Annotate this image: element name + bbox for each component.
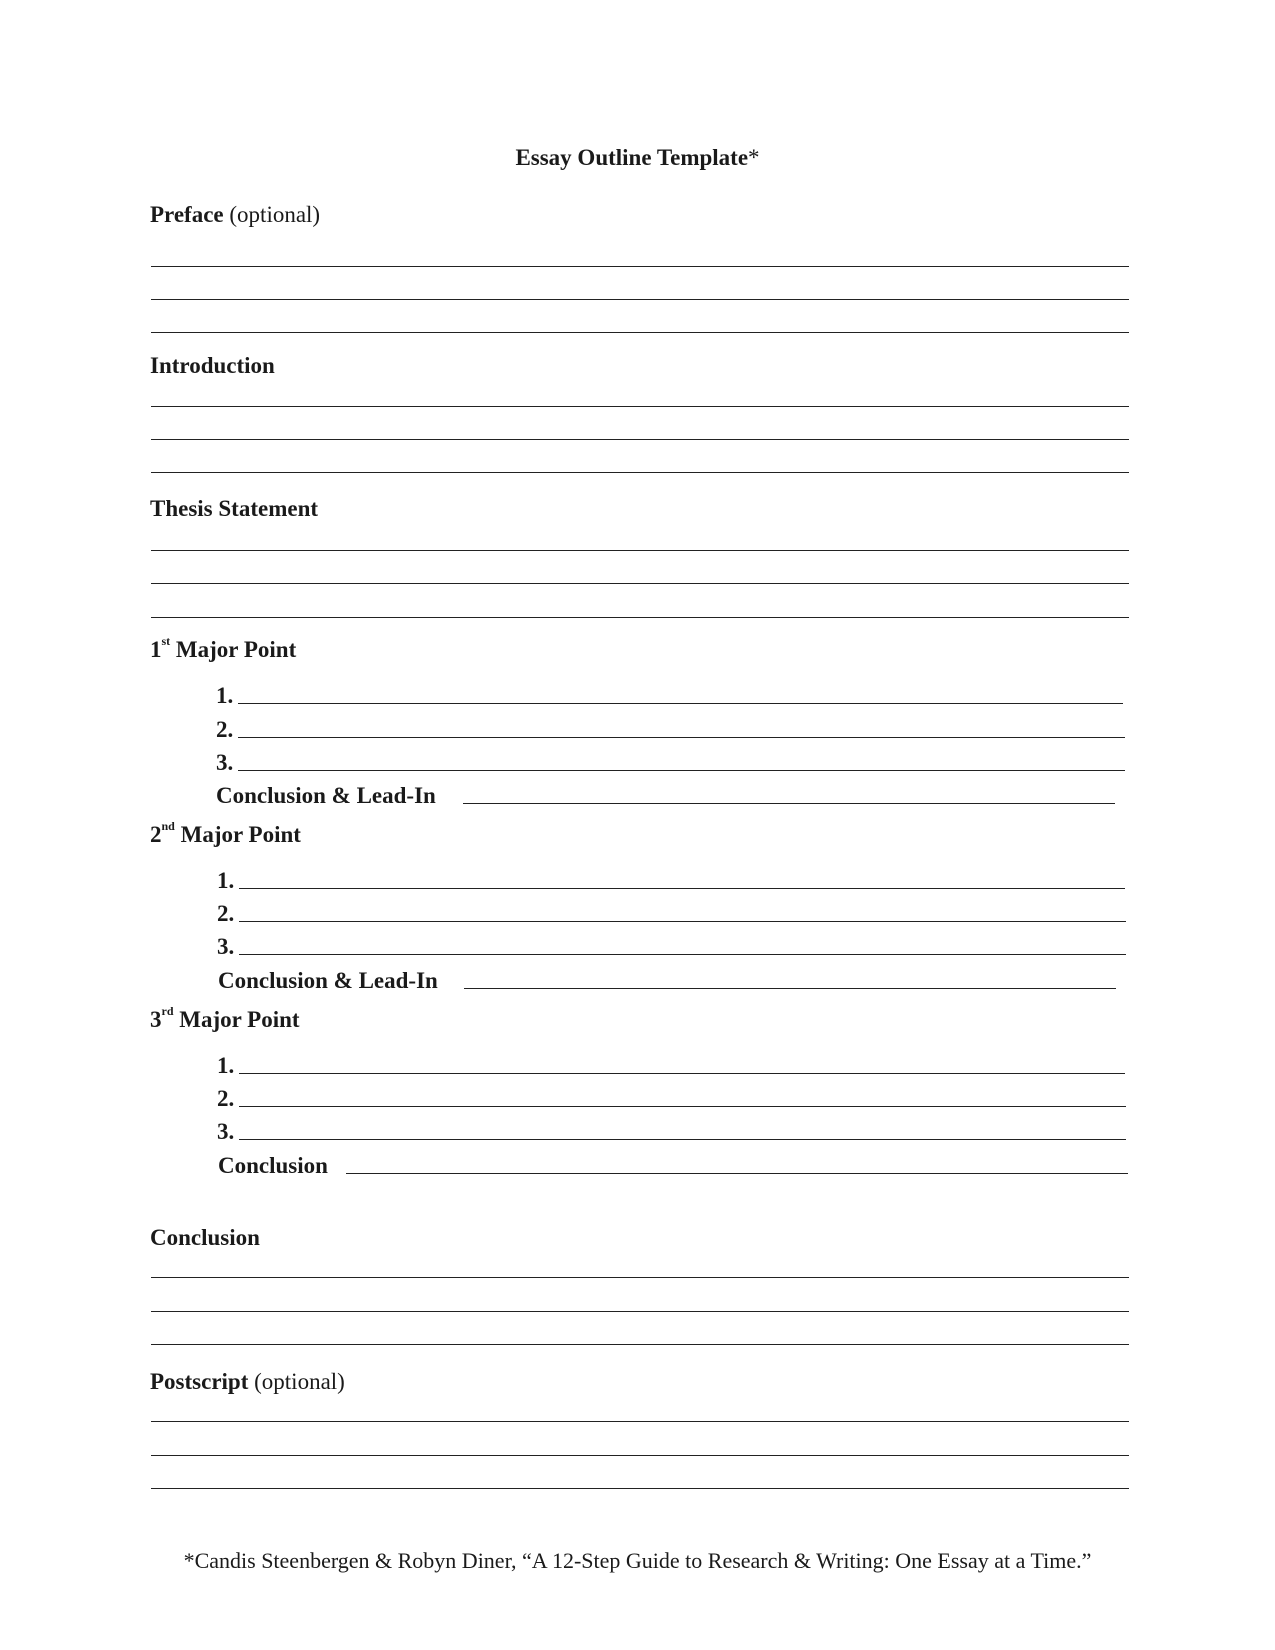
- point-1-lead-in-line[interactable]: [463, 803, 1115, 804]
- conclusion-line-1[interactable]: [151, 1277, 1129, 1278]
- thesis-line-2[interactable]: [151, 583, 1129, 584]
- point-2-item-3-label: 3.: [217, 934, 235, 959]
- point-3-conclusion-line[interactable]: [346, 1173, 1128, 1174]
- point-1-item-2-label: 2.: [216, 717, 234, 742]
- thesis-line-3[interactable]: [151, 617, 1129, 618]
- citation-footnote: *Candis Steenbergen & Robyn Diner, “A 12-Step Guide to Research & Writing: One Essay at a Time.”: [183, 1548, 1092, 1573]
- point-3-item-1-label: 1.: [217, 1053, 235, 1078]
- point-3-item-1-line[interactable]: [239, 1073, 1125, 1074]
- introduction-line-2[interactable]: [151, 439, 1129, 440]
- conclusion-line-2[interactable]: [151, 1311, 1129, 1312]
- introduction-heading: Introduction: [150, 353, 275, 378]
- major-point-2-heading: 2nd Major Point: [150, 819, 301, 847]
- preface-line-3[interactable]: [151, 332, 1129, 333]
- preface-line-1[interactable]: [151, 266, 1129, 267]
- point-1-item-1-line[interactable]: [238, 703, 1123, 704]
- postscript-line-2[interactable]: [151, 1455, 1129, 1456]
- point-3-item-2-line[interactable]: [239, 1106, 1126, 1107]
- point-1-item-1-label: 1.: [216, 683, 234, 708]
- introduction-line-1[interactable]: [151, 406, 1129, 407]
- conclusion-line-3[interactable]: [151, 1344, 1129, 1345]
- introduction-line-3[interactable]: [151, 472, 1129, 473]
- point-2-item-1-line[interactable]: [239, 888, 1125, 889]
- point-2-item-2-line[interactable]: [239, 921, 1126, 922]
- point-2-lead-in-label: Conclusion & Lead-In: [218, 968, 438, 993]
- page-title: Essay Outline Template*: [515, 145, 760, 170]
- point-3-item-3-line[interactable]: [239, 1139, 1126, 1140]
- point-2-item-1-label: 1.: [217, 868, 235, 893]
- point-2-lead-in-line[interactable]: [464, 988, 1116, 989]
- point-3-conclusion-label: Conclusion: [218, 1153, 328, 1178]
- thesis-line-1[interactable]: [151, 550, 1129, 551]
- point-3-item-2-label: 2.: [217, 1086, 235, 1111]
- preface-heading: Preface (optional): [150, 202, 321, 227]
- point-2-item-2-label: 2.: [217, 901, 235, 926]
- postscript-heading: Postscript (optional): [150, 1369, 345, 1394]
- point-1-item-3-label: 3.: [216, 750, 234, 775]
- major-point-3-heading: 3rd Major Point: [150, 1004, 300, 1032]
- point-1-item-2-line[interactable]: [238, 737, 1125, 738]
- conclusion-heading: Conclusion: [150, 1225, 260, 1250]
- point-3-item-3-label: 3.: [217, 1119, 235, 1144]
- postscript-line-1[interactable]: [151, 1421, 1129, 1422]
- point-1-lead-in-label: Conclusion & Lead-In: [216, 783, 436, 808]
- major-point-1-heading: 1st Major Point: [150, 634, 297, 662]
- thesis-heading: Thesis Statement: [150, 496, 319, 521]
- point-1-item-3-line[interactable]: [238, 770, 1125, 771]
- preface-line-2[interactable]: [151, 299, 1129, 300]
- postscript-line-3[interactable]: [151, 1488, 1129, 1489]
- point-2-item-3-line[interactable]: [239, 954, 1126, 955]
